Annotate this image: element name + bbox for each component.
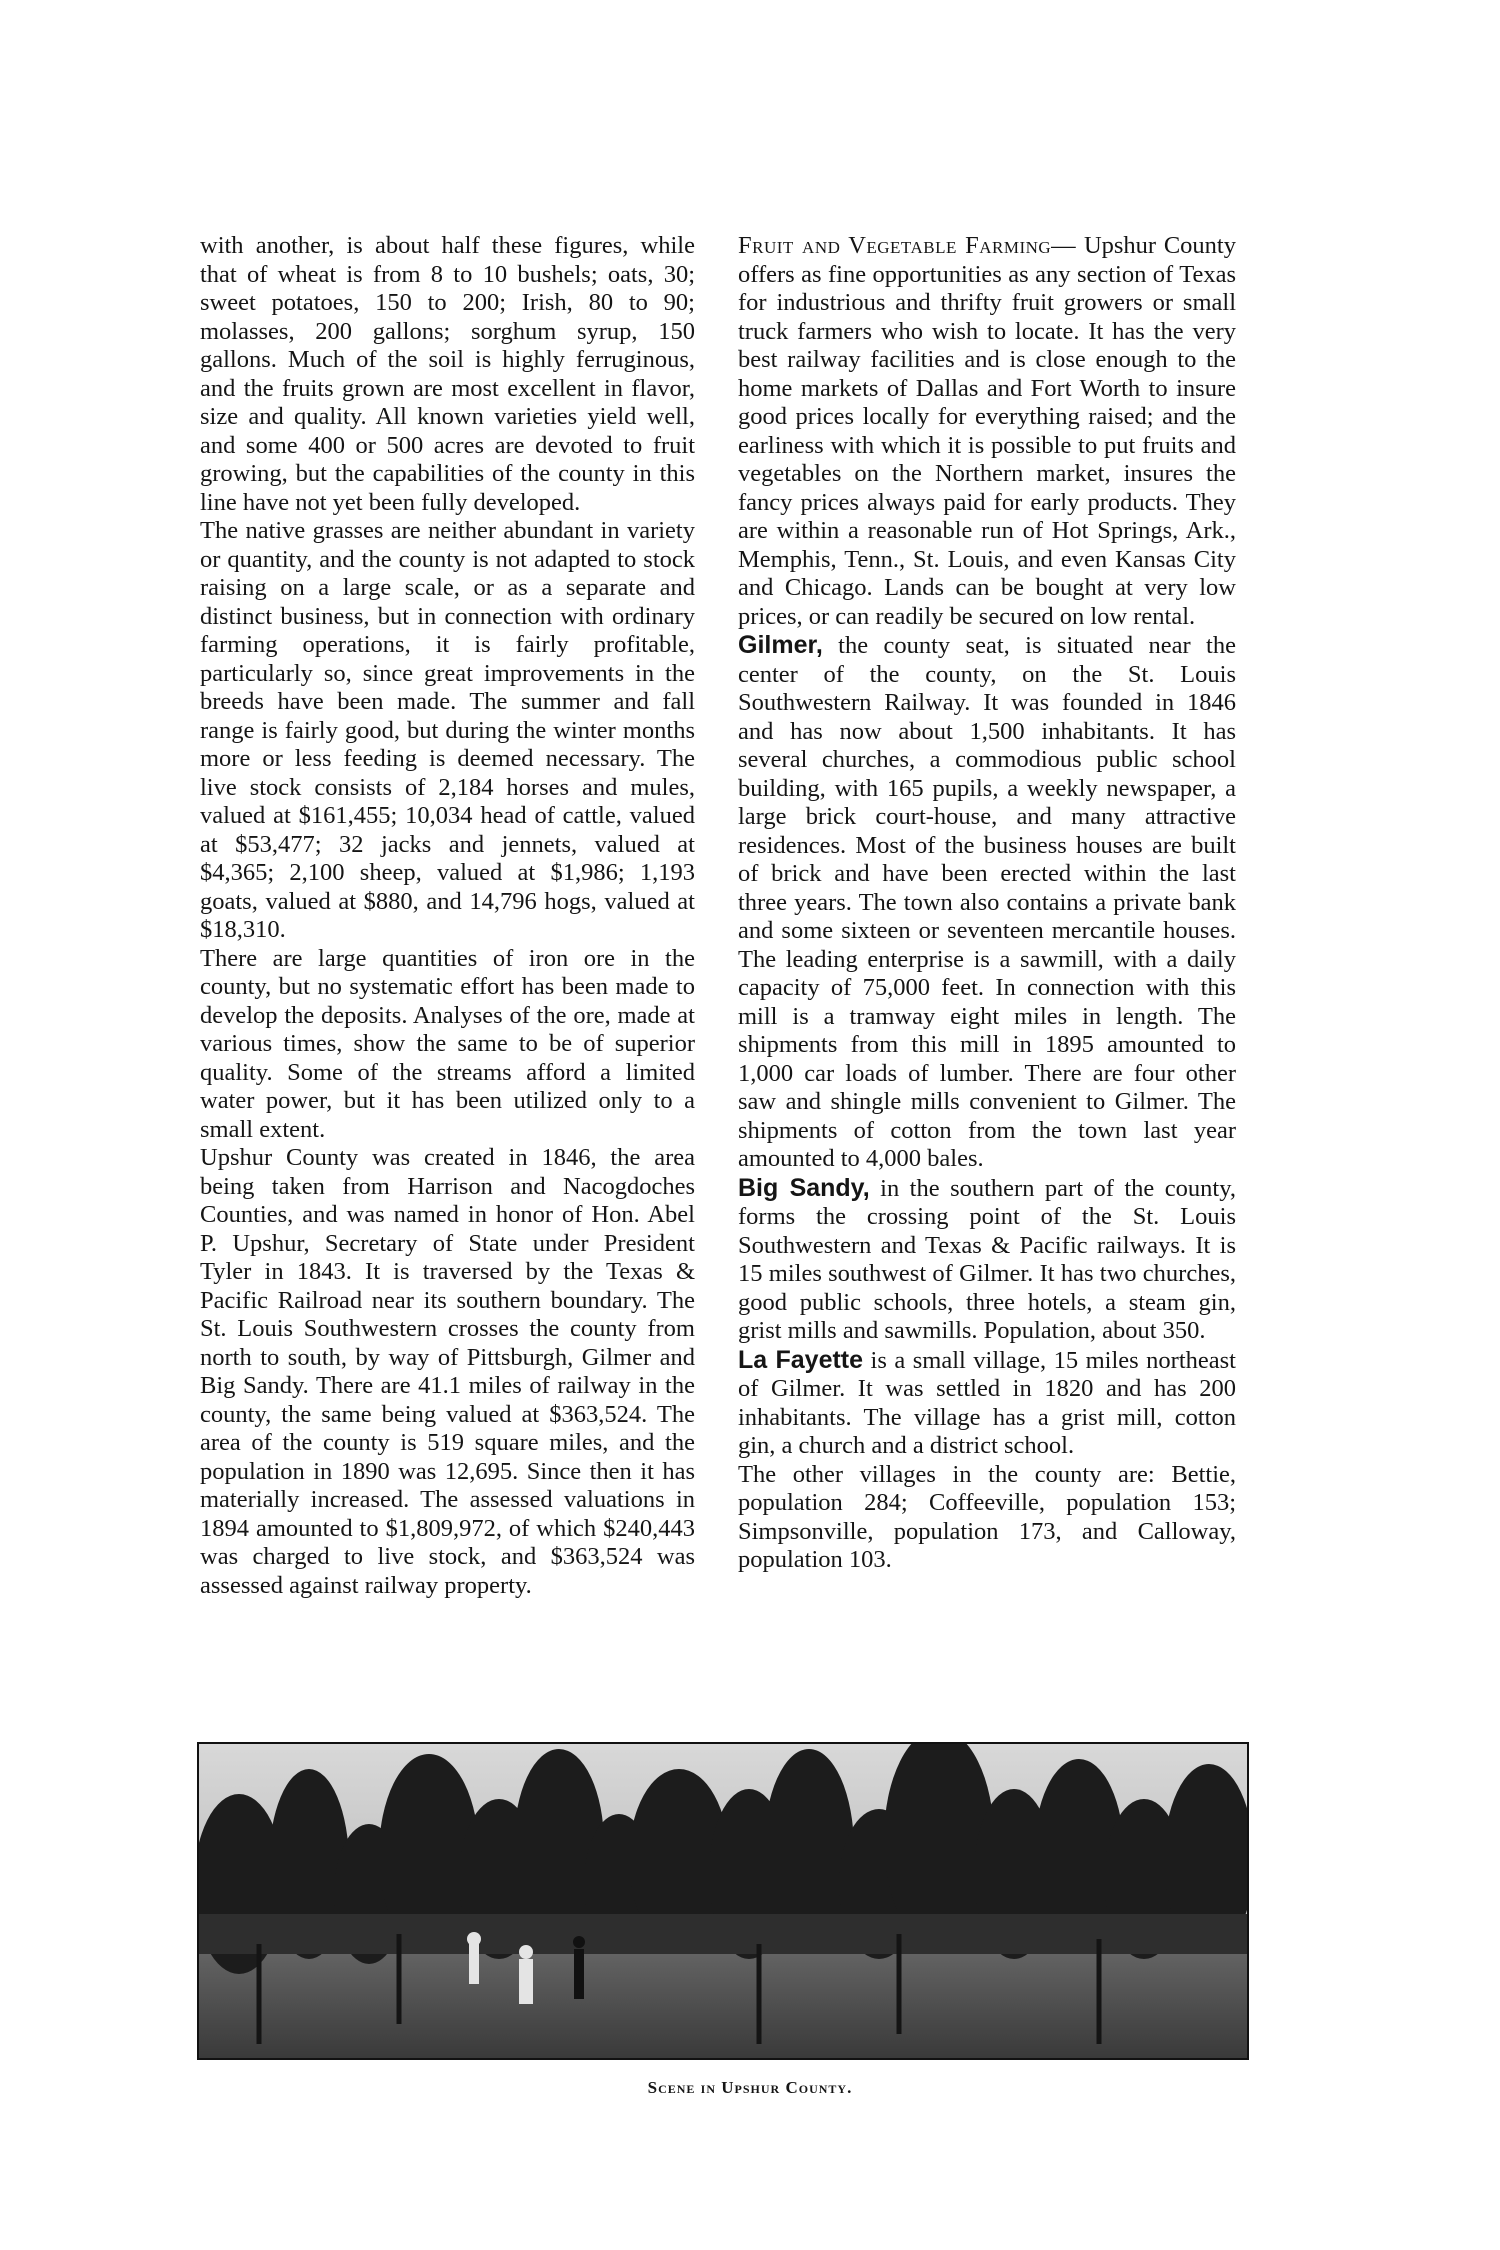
paragraph-other-villages: The other villages in the county are: Bettie, population 284; Coffeeville, population 153; Simpsonville, population 173, and Calloway, population 103.: [738, 1460, 1236, 1573]
paragraph-big-sandy: [738, 1174, 1236, 1346]
left-text-column: [200, 232, 695, 1600]
scene-photograph: [197, 1742, 1249, 2060]
paragraph-iron-ore: There are large quantities of iron ore in the county, but no systematic effort has been made to develop the deposits. Analyses of the ore, made at various times, show the same to be of superior quality. Some of the streams afford a limited water power, but it has been utilized only to a small extent.: [200, 944, 695, 1143]
paragraph-gilmer: [738, 631, 1236, 1174]
section-heading-fruit-farming: Fruit and Vegetable Farming—: [738, 232, 1077, 259]
paragraph-fruit-farming: [738, 232, 1236, 631]
gilmer-text: the county seat, is situated near the center of the county, on the St. Louis Southwestern Railway. It was founded in 1846 and has now about 1,500 inhabitants. It has several churches, a commodious public school building, with 165 pupils, a weekly newspaper, a large brick court-house, and many attractive residences. Most of the business houses are built of brick and have been erected within the last three years. The town also contains a private bank and some sixteen or seventeen mercantile houses. The leading enterprise is a sawmill, with a daily capacity of 75,000 feet. In connection with this mill is a tramway eight miles in length. The shipments from this mill in 1895 amounted to 1,000 car loads of lumber. There are four other saw and shingle mills convenient to Gilmer. The shipments of cotton from the town last year amounted to 4,000 bales.: [738, 632, 1236, 1172]
paragraph-county-history: Upshur County was created in 1846, the area being taken from Harrison and Nacogdoches Counties, and was named in honor of Hon. Abel P. Upshur, Secretary of State under President Tyler in 1843. It is traversed by the Texas & Pacific Railroad near its southern boundary. The St. Louis Southwestern crosses the county from north to south, by way of Pittsburgh, Gilmer and Big Sandy. There are 41.1 miles of railway in the county, the same being valued at $363,524. The area of the county is 519 square miles, and the population in 1890 was 12,695. Since then it has materially increased. The assessed valuations in 1894 amounted to $1,809,972, of which $240,443 was charged to live stock, and $363,524 was assessed against railway property.: [200, 1144, 695, 1599]
orchard-scene-image: [199, 1744, 1247, 2058]
paragraph-grasses-livestock: The native grasses are neither abundant in variety or quantity, and the county is not adapted to stock raising on a large scale, or as a separate and distinct business, but in connection with ordinary farming operations, it is fairly profitable, particularly so, since great improvements in the breeds have been made. The summer and fall range is fairly good, but during the winter months more or less feeding is deemed necessary. The live stock consists of 2,184 horses and mules, valued at $161,455; 10,034 head of cattle, valued at $53,477; 32 jacks and jennets, valued at $4,365; 2,100 sheep, valued at $1,986; 1,193 goats, valued at $880, and 14,796 hogs, valued at $18,310.: [200, 517, 695, 943]
right-text-column: [738, 232, 1236, 1575]
figure-caption: Scene in Upshur County.: [647, 2078, 853, 2097]
paragraph-crop-yields: with another, is about half these figures, while that of wheat is from 8 to 10 bushels; oats, 30; sweet potatoes, 150 to 200; Irish, 80 to 90; molasses, 200 gallons; sorghum syrup, 150 gallons. Much of the soil is highly ferruginous, and the fruits grown are most excellent in flavor, size and quality. All known varieties yield well, and some 400 or 500 acres are devoted to fruit growing, but the capabilities of the county in this line have not yet been fully developed.: [200, 232, 695, 516]
paragraph-la-fayette: [738, 1346, 1236, 1461]
la-fayette-text: is a small village, 15 miles northeast of Gilmer. It was settled in 1820 and has 200 inhabitants. The village has a grist mill, cotton gin, a church and a district school.: [738, 1346, 1236, 1459]
town-name-gilmer: Gilmer,: [738, 631, 823, 659]
town-name-big-sandy: Big Sandy,: [738, 1173, 870, 1202]
town-name-la-fayette: La Fayette: [738, 1345, 864, 1374]
fruit-farming-text: Upshur County offers as fine opportunities as any section of Texas for industrious and thrifty fruit growers or small truck farmers who wish to locate. It has the very best railway facilities and is close enough to the home markets of Dallas and Fort Worth to insure good prices locally for everything raised; and the earliness with which it is possible to put fruits and vegetables on the Northern market, insures the fancy prices always paid for early products. They are within a reasonable run of Hot Springs, Ark., Memphis, Tenn., St. Louis, and even Kansas City and Chicago. Lands can be bought at very low prices, or can readily be secured on low rental.: [738, 232, 1236, 630]
big-sandy-text: in the southern part of the county, forms the crossing point of the St. Louis Southwestern and Texas & Pacific railways. It is 15 miles southwest of Gilmer. It has two churches, good public schools, three hotels, a steam gin, grist mills and sawmills. Population, about 350.: [738, 1174, 1236, 1344]
